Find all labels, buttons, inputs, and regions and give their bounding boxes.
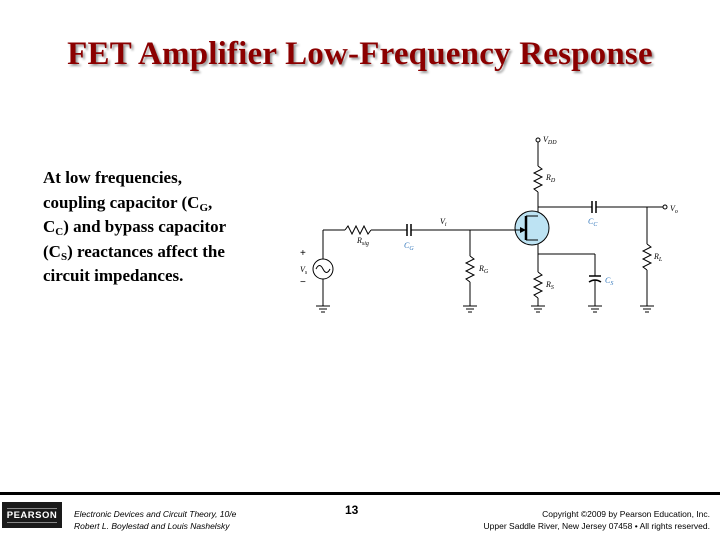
page-number: 13 — [345, 503, 359, 517]
cg-label: $C_G$ — [404, 241, 414, 252]
book-authors: Robert L. Boylestad and Louis Nashelsky — [74, 521, 230, 531]
body-line-5: circuit impedances. — [43, 266, 184, 285]
pearson-logo: PEARSON — [2, 502, 62, 528]
rd-resistor — [534, 166, 542, 192]
copyright — [484, 508, 710, 532]
book-citation — [74, 508, 236, 532]
rsig-resistor — [345, 226, 371, 234]
cc-label: $C_C$ — [588, 217, 598, 228]
jfet-transistor — [514, 211, 549, 245]
rs-label: $R_S$ — [546, 280, 554, 291]
copyright-line-1: Copyright ©2009 by Pearson Education, Inc. — [542, 509, 710, 519]
vs-label: $V_s$ — [300, 265, 308, 276]
rg-resistor — [466, 256, 474, 282]
ground-symbols — [316, 306, 654, 312]
vi-label: $V_i$ — [440, 217, 447, 228]
body-line-3: $C_C$) and bypass capacitor — [43, 217, 227, 238]
rl-label: $R_L$ — [654, 252, 663, 263]
fet-amplifier-circuit-diagram — [285, 128, 700, 328]
vdd-terminal — [536, 138, 540, 142]
vo-label: $V_o$ — [670, 204, 678, 215]
body-line-1: At low frequencies, — [43, 168, 182, 187]
body-line-2: coupling capacitor ($C_G$, — [43, 192, 213, 214]
rd-label: $R_D$ — [546, 173, 556, 184]
cs-label: $C_S$ — [605, 276, 614, 287]
body-text — [43, 166, 283, 289]
copyright-line-2: Upper Saddle River, New Jersey 07458 • All rights reserved. — [483, 521, 710, 531]
rs-resistor — [534, 272, 542, 298]
vo-terminal — [663, 205, 667, 209]
rg-label: $R_G$ — [479, 264, 489, 275]
minus-sign: − — [300, 277, 306, 288]
rl-resistor — [643, 244, 651, 270]
plus-sign: + — [300, 248, 306, 259]
book-title: Electronic Devices and Circuit Theory, 10/e — [74, 509, 237, 519]
rsig-label: $R_{sig}$ — [357, 236, 369, 247]
slide-title: FET Amplifier Low-Frequency Response — [67, 36, 653, 72]
footer-divider — [0, 492, 720, 495]
body-line-4: $(C_S)$ reactances affect the — [43, 241, 225, 263]
vdd-label: $V_{DD}$ — [543, 135, 557, 146]
